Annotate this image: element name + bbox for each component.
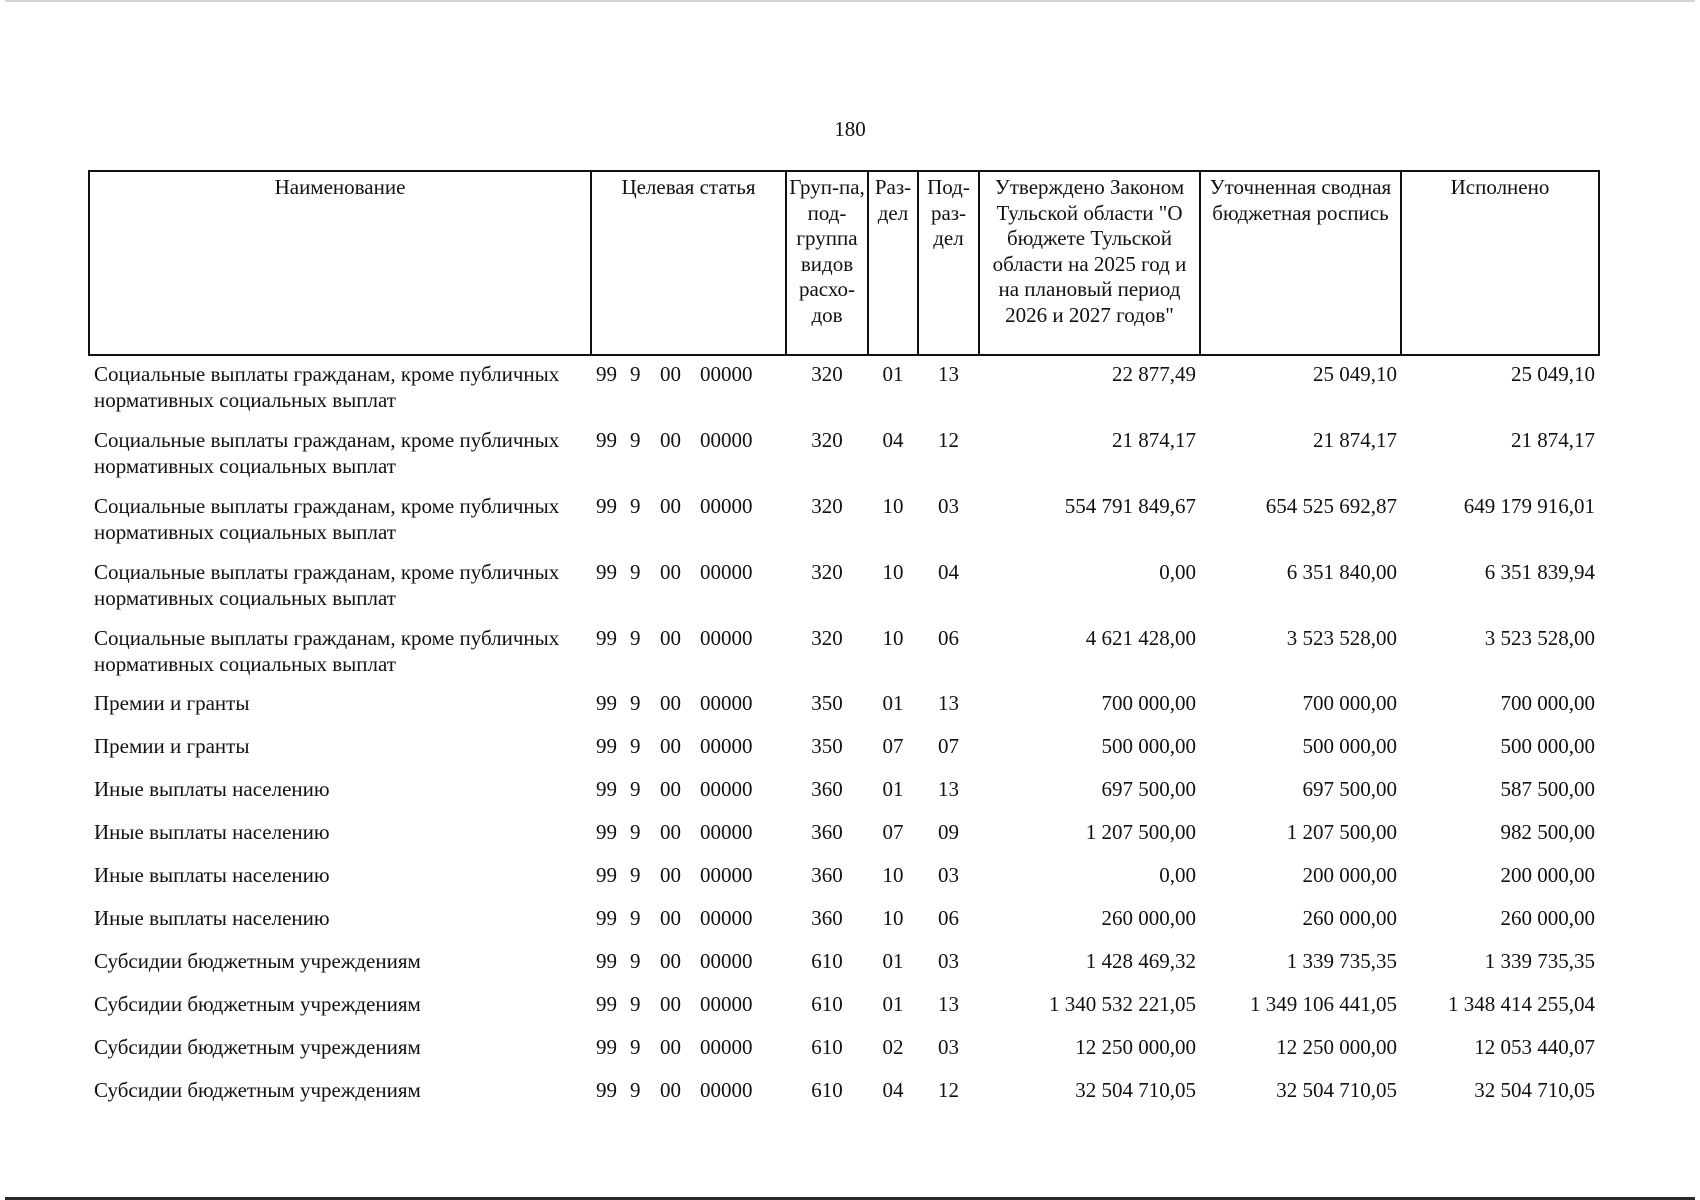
row-name: Социальные выплаты гражданам, кроме публичных нормативных социальных выплат (94, 428, 560, 478)
target-article-part: 00000 (700, 691, 753, 715)
row-approved: 697 500,00 (1101, 777, 1196, 801)
target-article-part: 9 (630, 777, 641, 801)
table-body (89, 355, 1599, 1116)
target-article-part: 00000 (700, 494, 753, 518)
target-article-part: 99 (596, 863, 617, 887)
target-article-part: 00000 (700, 906, 753, 930)
target-article-part: 00 (660, 362, 681, 386)
target-article-part: 99 (596, 906, 617, 930)
row-target-article (591, 987, 786, 1030)
row-target-article (591, 1030, 786, 1073)
row-target-article (591, 858, 786, 901)
row-expense-group: 320 (811, 626, 843, 650)
target-article-part: 99 (596, 626, 617, 650)
row-expense-group: 360 (811, 820, 843, 844)
row-refined: 6 351 840,00 (1286, 560, 1397, 584)
row-refined: 1 207 500,00 (1286, 820, 1397, 844)
row-target-article (591, 422, 786, 488)
target-article-part: 99 (596, 734, 617, 758)
table-row (89, 729, 1599, 772)
row-name: Иные выплаты населению (94, 820, 330, 844)
row-target-article (591, 772, 786, 815)
row-target-article (591, 355, 786, 422)
row-expense-group: 360 (811, 777, 843, 801)
table-row (89, 901, 1599, 944)
row-executed: 6 351 839,94 (1484, 560, 1595, 584)
target-article-part: 99 (596, 560, 617, 584)
target-article-part: 9 (630, 949, 641, 973)
row-section: 01 (882, 777, 904, 801)
row-subsection: 03 (938, 949, 959, 973)
row-section: 10 (882, 906, 904, 930)
row-subsection: 13 (938, 362, 959, 386)
table-row (89, 554, 1599, 620)
target-article-part: 99 (596, 949, 617, 973)
row-name: Премии и гранты (94, 734, 250, 758)
table-row (89, 858, 1599, 901)
row-name: Субсидии бюджетным учреждениям (94, 992, 421, 1016)
target-article-part: 9 (630, 1078, 641, 1102)
row-target-article (591, 901, 786, 944)
row-target-article (591, 620, 786, 686)
row-expense-group: 610 (811, 1078, 843, 1102)
row-name: Иные выплаты населению (94, 777, 330, 801)
row-refined: 654 525 692,87 (1265, 494, 1397, 518)
target-article-part: 00000 (700, 428, 753, 452)
row-executed: 3 523 528,00 (1484, 626, 1595, 650)
row-refined: 12 250 000,00 (1276, 1035, 1397, 1059)
col-header-subsection: Под-раз-дел (918, 171, 979, 355)
target-article-part: 99 (596, 494, 617, 518)
target-article-part: 00 (660, 992, 681, 1016)
row-subsection: 03 (938, 494, 959, 518)
target-article-part: 00 (660, 494, 681, 518)
row-name: Социальные выплаты гражданам, кроме публичных нормативных социальных выплат (94, 494, 560, 544)
page-number: 180 (834, 117, 866, 141)
row-section: 10 (882, 494, 904, 518)
row-executed: 200 000,00 (1500, 863, 1595, 887)
target-article-part: 9 (630, 1035, 641, 1059)
target-article-part: 00 (660, 863, 681, 887)
row-expense-group: 320 (811, 494, 843, 518)
table-row (89, 815, 1599, 858)
row-name: Иные выплаты населению (94, 906, 330, 930)
target-article-part: 00000 (700, 1078, 753, 1102)
table-header (89, 171, 1599, 355)
row-subsection: 09 (938, 820, 959, 844)
row-approved: 260 000,00 (1101, 906, 1196, 930)
row-section: 10 (882, 626, 904, 650)
row-expense-group: 610 (811, 992, 843, 1016)
row-expense-group: 610 (811, 1035, 843, 1059)
target-article-part: 99 (596, 1078, 617, 1102)
row-name: Иные выплаты населению (94, 863, 330, 887)
row-target-article (591, 686, 786, 729)
row-executed: 587 500,00 (1500, 777, 1595, 801)
row-section: 07 (882, 820, 904, 844)
row-section: 01 (882, 362, 904, 386)
row-section: 10 (882, 863, 904, 887)
target-article-part: 00000 (700, 820, 753, 844)
col-header-refined: Уточненная сводная бюджетная роспись (1200, 171, 1401, 355)
target-article-part: 99 (596, 362, 617, 386)
row-refined: 3 523 528,00 (1286, 626, 1397, 650)
row-refined: 200 000,00 (1302, 863, 1397, 887)
row-approved: 12 250 000,00 (1075, 1035, 1196, 1059)
row-executed: 12 053 440,07 (1474, 1035, 1595, 1059)
table-row (89, 944, 1599, 987)
table-row (89, 1073, 1599, 1116)
target-article-part: 9 (630, 560, 641, 584)
row-subsection: 06 (938, 626, 959, 650)
row-refined: 500 000,00 (1302, 734, 1397, 758)
row-executed: 1 339 735,35 (1484, 949, 1595, 973)
target-article-part: 99 (596, 777, 617, 801)
row-approved: 0,00 (1159, 560, 1196, 584)
row-name: Субсидии бюджетным учреждениям (94, 1078, 421, 1102)
target-article-part: 9 (630, 362, 641, 386)
target-article-part: 00 (660, 734, 681, 758)
target-article-part: 00 (660, 1078, 681, 1102)
target-article-part: 00 (660, 691, 681, 715)
row-subsection: 07 (938, 734, 959, 758)
row-name: Субсидии бюджетным учреждениям (94, 1035, 421, 1059)
target-article-part: 9 (630, 863, 641, 887)
row-executed: 32 504 710,05 (1474, 1078, 1595, 1102)
target-article-part: 00000 (700, 362, 753, 386)
target-article-part: 99 (596, 1035, 617, 1059)
target-article-part: 9 (630, 906, 641, 930)
row-executed: 649 179 916,01 (1463, 494, 1595, 518)
row-subsection: 03 (938, 1035, 959, 1059)
target-article-part: 9 (630, 494, 641, 518)
row-expense-group: 610 (811, 949, 843, 973)
table-row (89, 488, 1599, 554)
row-approved: 0,00 (1159, 863, 1196, 887)
col-header-section: Раз-дел (868, 171, 918, 355)
row-expense-group: 320 (811, 560, 843, 584)
row-approved: 1 428 469,32 (1085, 949, 1196, 973)
row-executed: 21 874,17 (1511, 428, 1595, 452)
target-article-part: 00000 (700, 949, 753, 973)
table-row (89, 422, 1599, 488)
table-row (89, 620, 1599, 686)
target-article-part: 00000 (700, 560, 753, 584)
row-expense-group: 350 (811, 734, 843, 758)
table-row (89, 987, 1599, 1030)
col-header-name: Наименование (89, 171, 591, 355)
row-section: 10 (882, 560, 904, 584)
row-refined: 1 339 735,35 (1286, 949, 1397, 973)
target-article-part: 9 (630, 691, 641, 715)
target-article-part: 00 (660, 1035, 681, 1059)
row-target-article (591, 1073, 786, 1116)
row-executed: 25 049,10 (1511, 362, 1595, 386)
col-header-expense-group: Груп-па, под-группа видов расхо-дов (786, 171, 868, 355)
row-name: Социальные выплаты гражданам, кроме публичных нормативных социальных выплат (94, 560, 560, 610)
row-refined: 260 000,00 (1302, 906, 1397, 930)
table-row (89, 1030, 1599, 1073)
table-row (89, 772, 1599, 815)
row-subsection: 06 (938, 906, 959, 930)
row-section: 07 (882, 734, 904, 758)
target-article-part: 00 (660, 820, 681, 844)
row-approved: 32 504 710,05 (1075, 1078, 1196, 1102)
row-name: Субсидии бюджетным учреждениям (94, 949, 421, 973)
target-article-part: 9 (630, 734, 641, 758)
row-subsection: 13 (938, 992, 959, 1016)
row-approved: 22 877,49 (1112, 362, 1196, 386)
target-article-part: 00000 (700, 734, 753, 758)
row-subsection: 04 (938, 560, 959, 584)
target-article-part: 00000 (700, 992, 753, 1016)
row-approved: 4 621 428,00 (1085, 626, 1196, 650)
row-section: 01 (882, 949, 904, 973)
row-expense-group: 360 (811, 906, 843, 930)
row-section: 01 (882, 992, 904, 1016)
row-section: 04 (882, 428, 904, 452)
top-edge-rule (5, 0, 1695, 2)
row-refined: 32 504 710,05 (1276, 1078, 1397, 1102)
target-article-part: 99 (596, 992, 617, 1016)
header-row (89, 171, 1599, 355)
row-executed: 700 000,00 (1500, 691, 1595, 715)
row-subsection: 13 (938, 691, 959, 715)
row-target-article (591, 488, 786, 554)
row-expense-group: 320 (811, 362, 843, 386)
target-article-part: 00 (660, 906, 681, 930)
row-approved: 500 000,00 (1101, 734, 1196, 758)
target-article-part: 00000 (700, 626, 753, 650)
target-article-part: 00000 (700, 777, 753, 801)
row-refined: 21 874,17 (1313, 428, 1397, 452)
row-subsection: 13 (938, 777, 959, 801)
target-article-part: 00000 (700, 1035, 753, 1059)
row-approved: 1 340 532 221,05 (1049, 992, 1196, 1016)
target-article-part: 00000 (700, 863, 753, 887)
row-approved: 554 791 849,67 (1064, 494, 1196, 518)
row-refined: 25 049,10 (1313, 362, 1397, 386)
row-subsection: 03 (938, 863, 959, 887)
row-approved: 1 207 500,00 (1085, 820, 1196, 844)
col-header-executed: Исполнено (1401, 171, 1599, 355)
budget-table (88, 170, 1600, 1116)
col-header-target-article: Целевая статья (591, 171, 786, 355)
col-header-approved: Утверждено Законом Тульской области "О бюджете Тульской области на 2025 год и на плановый период 2026 и 2027 годов" (979, 171, 1200, 355)
table-row (89, 686, 1599, 729)
row-name: Социальные выплаты гражданам, кроме публичных нормативных социальных выплат (94, 626, 560, 676)
table-row (89, 355, 1599, 422)
target-article-part: 00 (660, 428, 681, 452)
target-article-part: 00 (660, 560, 681, 584)
row-refined: 1 349 106 441,05 (1250, 992, 1397, 1016)
row-refined: 700 000,00 (1302, 691, 1397, 715)
row-approved: 21 874,17 (1112, 428, 1196, 452)
row-target-article (591, 815, 786, 858)
target-article-part: 99 (596, 428, 617, 452)
row-subsection: 12 (938, 428, 959, 452)
target-article-part: 00 (660, 777, 681, 801)
target-article-part: 9 (630, 992, 641, 1016)
row-executed: 982 500,00 (1500, 820, 1595, 844)
row-name: Социальные выплаты гражданам, кроме публичных нормативных социальных выплат (94, 362, 560, 412)
target-article-part: 9 (630, 428, 641, 452)
row-target-article (591, 729, 786, 772)
row-executed: 1 348 414 255,04 (1448, 992, 1595, 1016)
target-article-part: 00 (660, 949, 681, 973)
target-article-part: 99 (596, 820, 617, 844)
row-target-article (591, 554, 786, 620)
row-target-article (591, 944, 786, 987)
row-refined: 697 500,00 (1302, 777, 1397, 801)
target-article-part: 99 (596, 691, 617, 715)
row-expense-group: 320 (811, 428, 843, 452)
row-expense-group: 360 (811, 863, 843, 887)
row-executed: 260 000,00 (1500, 906, 1595, 930)
row-section: 02 (882, 1035, 904, 1059)
target-article-part: 00 (660, 626, 681, 650)
row-name: Премии и гранты (94, 691, 250, 715)
row-subsection: 12 (938, 1078, 959, 1102)
row-section: 04 (882, 1078, 904, 1102)
target-article-part: 9 (630, 626, 641, 650)
row-expense-group: 350 (811, 691, 843, 715)
row-approved: 700 000,00 (1101, 691, 1196, 715)
row-section: 01 (882, 691, 904, 715)
target-article-part: 9 (630, 820, 641, 844)
row-executed: 500 000,00 (1500, 734, 1595, 758)
